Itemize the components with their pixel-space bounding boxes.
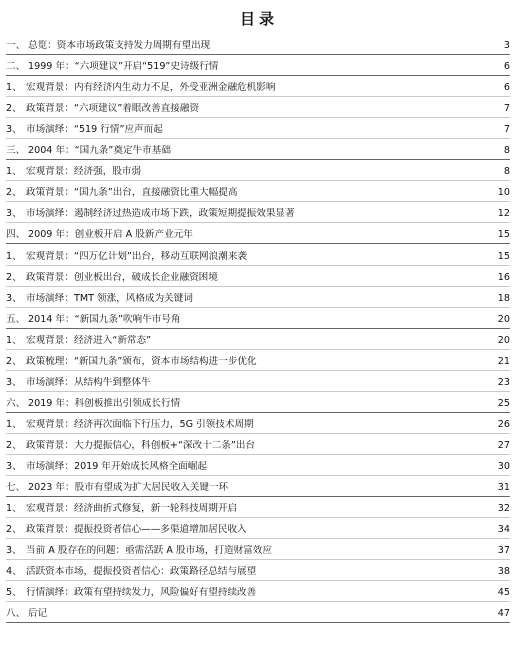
toc-subsection-link[interactable] (6, 266, 510, 287)
toc-subsection-link[interactable] (6, 455, 510, 476)
toc-entry-page-number: 6 (503, 61, 510, 73)
toc-section-link[interactable] (6, 308, 510, 329)
toc-entry-page-number: 16 (497, 271, 510, 283)
toc-entry-page-number: 8 (503, 145, 510, 157)
toc-entry-title: 2014 年：“新国九条”吹响牛市号角 (28, 313, 181, 325)
toc-entry-page-number: 7 (503, 103, 510, 115)
toc-entry-title: 2004 年：“国九条”奠定牛市基础 (28, 145, 171, 157)
toc-entry-title: 2009 年：创业板开启 A 股新产业元年 (28, 229, 193, 241)
table-of-contents (6, 34, 510, 623)
toc-entry-number: 2、 (6, 187, 22, 199)
toc-entry-number: 1、 (6, 418, 22, 430)
toc-entry-title: 政策背景：创业板出台，破成长企业融资困境 (26, 271, 218, 283)
toc-entry-number: 六、 (6, 397, 26, 409)
toc-entry-title: 宏观背景：经济强，股市弱 (26, 166, 142, 178)
toc-subsection-link[interactable] (6, 118, 510, 139)
toc-entry-number: 四、 (6, 229, 26, 241)
toc-entry-page-number: 6 (503, 82, 510, 94)
toc-entry-number: 1、 (6, 503, 22, 515)
toc-entry-number: 3、 (6, 208, 22, 220)
toc-entry-page-number: 37 (497, 545, 510, 557)
toc-entry-number: 2、 (6, 524, 22, 536)
toc-entry-page-number: 31 (497, 482, 510, 494)
toc-subsection-link[interactable] (6, 287, 510, 308)
toc-subsection-link[interactable] (6, 539, 510, 560)
toc-entry-title: 宏观背景：经济曲折式修复，新一轮科技周期开启 (26, 503, 238, 515)
toc-entry-page-number: 8 (503, 166, 510, 178)
toc-subsection-link[interactable] (6, 181, 510, 202)
toc-section-link[interactable] (6, 602, 510, 623)
toc-entry-page-number: 23 (497, 376, 510, 388)
toc-section-link[interactable] (6, 223, 510, 244)
toc-subsection-link[interactable] (6, 350, 510, 371)
toc-entry-number: 八、 (6, 608, 26, 620)
toc-entry-title: 2019 年：科创板推出引领成长行情 (28, 397, 181, 409)
toc-entry-number: 3、 (6, 292, 22, 304)
toc-section-link[interactable] (6, 476, 510, 497)
toc-section-link[interactable] (6, 392, 510, 413)
toc-entry-page-number: 7 (503, 124, 510, 136)
toc-entry-title: 宏观背景：“四万亿计划”出台，移动互联网浪潮来袭 (26, 250, 248, 262)
toc-entry-page-number: 15 (497, 229, 510, 241)
toc-entry-number: 3、 (6, 545, 22, 557)
toc-subsection-link[interactable] (6, 434, 510, 455)
toc-entry-title: 政策背景：提振投资者信心——多渠道增加居民收入 (26, 524, 247, 536)
toc-subsection-link[interactable] (6, 329, 510, 350)
page-title: 目录 (239, 10, 278, 28)
toc-entry-title: 政策背景：大力提振信心，科创板+“深改十二条”出台 (26, 439, 256, 451)
toc-entry-page-number: 47 (497, 608, 510, 620)
toc-entry-number: 4、 (6, 566, 22, 578)
toc-entry-number: 3、 (6, 376, 22, 388)
toc-entry-number: 5、 (6, 587, 22, 599)
toc-entry-page-number: 26 (497, 418, 510, 430)
toc-entry-number: 3、 (6, 124, 22, 136)
toc-entry-number: 五、 (6, 313, 26, 325)
toc-entry-title: 宏观背景：经济进入“新常态” (26, 334, 152, 346)
toc-entry-page-number: 34 (497, 524, 510, 536)
toc-entry-title: 2023 年：股市有望成为扩大居民收入关键一环 (28, 482, 229, 494)
toc-entry-number: 1、 (6, 166, 22, 178)
toc-subsection-link[interactable] (6, 560, 510, 581)
toc-entry-page-number: 12 (497, 208, 510, 220)
toc-entry-page-number: 18 (497, 292, 510, 304)
toc-entry-title: 1999 年：“六项建议”开启“519”史诗级行情 (28, 61, 219, 73)
toc-subsection-link[interactable] (6, 371, 510, 392)
toc-entry-title: 市场演绎：从结构牛到整体牛 (26, 376, 151, 388)
toc-entry-number: 二、 (6, 61, 26, 73)
toc-entry-title: 政策背景：“六项建议”着眼改善直接融资 (26, 103, 200, 115)
toc-entry-title: 当前 A 股存在的问题：亟需活跃 A 股市场，打造财富效应 (26, 545, 272, 557)
toc-entry-title: 行情演绎：政策有望持续发力，风险偏好有望持续改善 (26, 587, 257, 599)
toc-subsection-link[interactable] (6, 244, 510, 265)
toc-subsection-link[interactable] (6, 581, 510, 602)
toc-section-link[interactable] (6, 34, 510, 55)
toc-subsection-link[interactable] (6, 76, 510, 97)
toc-entry-title: 宏观背景：经济再次面临下行压力，5G 引领技术周期 (26, 418, 254, 430)
toc-entry-title: 总览：资本市场政策支持发力周期有望出现 (28, 40, 211, 52)
toc-section-link[interactable] (6, 139, 510, 160)
toc-subsection-link[interactable] (6, 202, 510, 223)
toc-entry-title: 市场演绎：TMT 领涨，风格成为关键词 (26, 292, 193, 304)
toc-entry-page-number: 21 (497, 355, 510, 367)
toc-entry-page-number: 32 (497, 503, 510, 515)
toc-subsection-link[interactable] (6, 160, 510, 181)
toc-entry-title: 活跃资本市场，提振投资者信心：政策路径总结与展望 (26, 566, 257, 578)
toc-entry-title: 市场演绎：遏制经济过热造成市场下跌，政策短期提振效果显著 (26, 208, 295, 220)
toc-entry-number: 2、 (6, 439, 22, 451)
toc-entry-page-number: 10 (497, 187, 510, 199)
toc-entry-page-number: 38 (497, 566, 510, 578)
toc-entry-title: 后记 (28, 608, 48, 620)
toc-entry-number: 1、 (6, 250, 22, 262)
toc-entry-page-number: 25 (497, 397, 510, 409)
toc-entry-title: 宏观背景：内有经济内生动力不足，外受亚洲金融危机影响 (26, 82, 276, 94)
toc-subsection-link[interactable] (6, 413, 510, 434)
toc-entry-page-number: 27 (497, 439, 510, 451)
toc-entry-number: 七、 (6, 482, 26, 494)
toc-entry-page-number: 30 (497, 460, 510, 472)
toc-entry-page-number: 15 (497, 250, 510, 262)
toc-entry-page-number: 20 (497, 334, 510, 346)
toc-entry-number: 1、 (6, 82, 22, 94)
toc-subsection-link[interactable] (6, 518, 510, 539)
toc-entry-title: 政策背景：“国九条”出台，直接融资比重大幅提高 (26, 187, 238, 199)
toc-entry-number: 三、 (6, 145, 26, 157)
toc-entry-number: 一、 (6, 40, 26, 52)
toc-entry-page-number: 45 (497, 587, 510, 599)
toc-subsection-link[interactable] (6, 97, 510, 118)
toc-subsection-link[interactable] (6, 497, 510, 518)
toc-entry-page-number: 20 (497, 313, 510, 325)
toc-section-link[interactable] (6, 55, 510, 76)
toc-entry-title: 市场演绎：2019 年开始成长风格全面崛起 (26, 460, 207, 472)
toc-entry-number: 2、 (6, 355, 22, 367)
toc-entry-number: 1、 (6, 334, 22, 346)
toc-entry-number: 2、 (6, 103, 22, 115)
toc-entry-page-number: 3 (503, 40, 510, 52)
toc-entry-number: 3、 (6, 460, 22, 472)
toc-entry-number: 2、 (6, 271, 22, 283)
toc-entry-title: 政策梳理：“新国九条”颁布，资本市场结构进一步优化 (26, 355, 257, 367)
toc-entry-title: 市场演绎：“519 行情”应声而起 (26, 124, 163, 136)
